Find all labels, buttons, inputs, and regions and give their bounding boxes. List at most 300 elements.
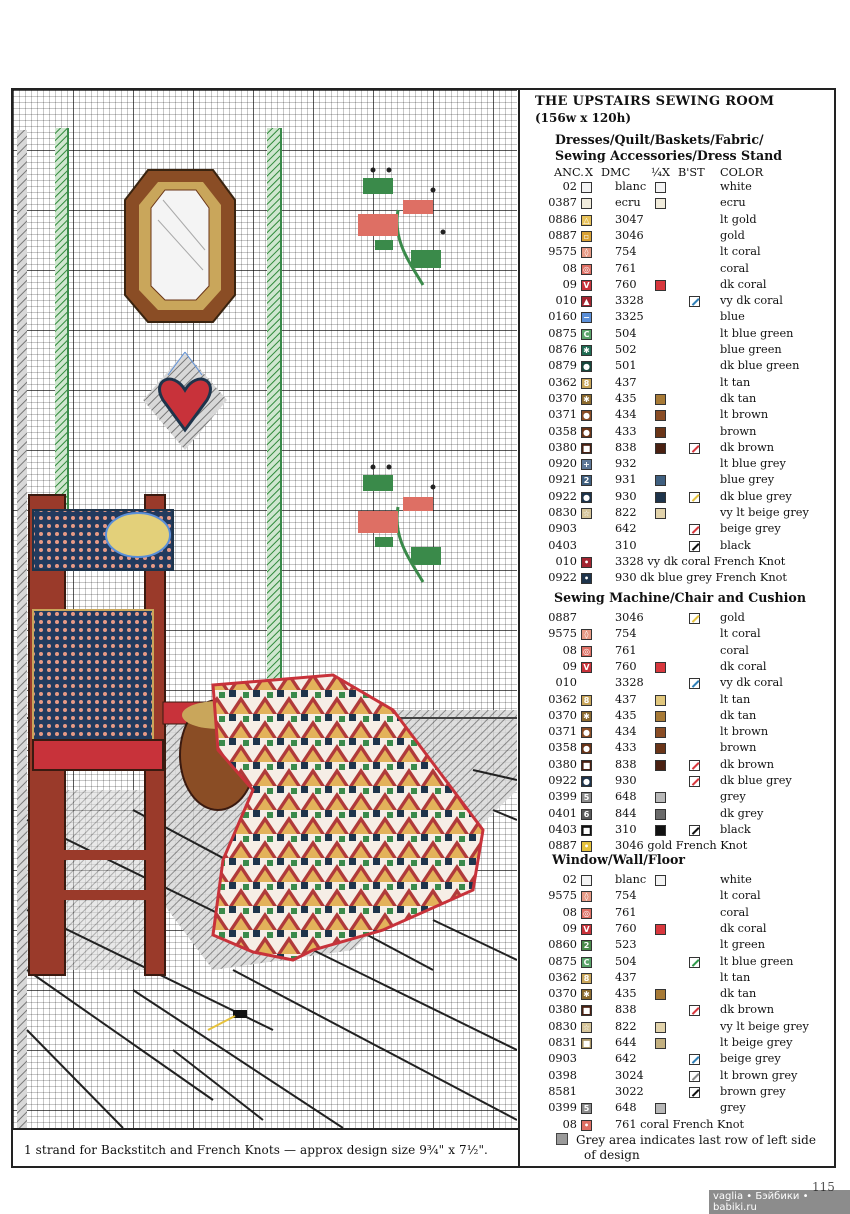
quarter-stitch-swatch	[655, 695, 666, 706]
quarter-stitch-swatch	[655, 443, 666, 454]
anchor-number: 08	[562, 1117, 577, 1131]
key-row	[524, 1036, 834, 1052]
backstitch-swatch	[689, 776, 700, 787]
color-name: vy lt beige grey	[720, 1019, 809, 1033]
dmc-number: 844	[615, 806, 637, 820]
quarter-stitch-swatch	[655, 198, 666, 209]
key-row	[524, 1003, 834, 1019]
anchor-number: 0370	[548, 708, 577, 722]
key-row	[524, 889, 834, 905]
stitch-symbol: •	[581, 557, 592, 568]
anchor-number: 0403	[548, 822, 577, 836]
dmc-number: 642	[615, 1052, 637, 1066]
key-row	[524, 180, 834, 196]
anchor-number: 010	[555, 554, 577, 568]
anchor-number: 0830	[548, 1019, 577, 1033]
key-row	[524, 676, 834, 692]
anchor-number: 0922	[548, 489, 577, 503]
key-row	[524, 245, 834, 261]
anchor-number: 0399	[548, 790, 577, 804]
stitch-symbol: 2	[581, 475, 592, 486]
color-name: black	[720, 822, 751, 836]
quarter-stitch-swatch	[655, 989, 666, 1000]
color-name: vy dk coral	[720, 294, 783, 308]
quarter-stitch-swatch	[655, 475, 666, 486]
stitch-symbol: ●	[581, 410, 592, 421]
color-name: lt coral	[720, 245, 761, 259]
anchor-number: 0921	[548, 473, 577, 487]
key-row	[524, 971, 834, 987]
dmc-number: 435	[615, 987, 637, 1001]
anchor-number: 0380	[548, 757, 577, 771]
stitch-symbol: ✱	[581, 989, 592, 1000]
stitch-symbol: ●	[581, 727, 592, 738]
dmc-number: 310	[615, 822, 637, 836]
key-row	[524, 790, 834, 806]
chart-artwork	[13, 90, 517, 1128]
key-row	[524, 1118, 834, 1134]
dmc-number: 761	[615, 261, 637, 275]
key-row	[524, 1052, 834, 1068]
key-row	[524, 741, 834, 757]
page-title: THE UPSTAIRS SEWING ROOM	[535, 94, 775, 109]
stitch-symbol: 6	[581, 809, 592, 820]
key-row	[524, 644, 834, 660]
quarter-stitch-swatch	[655, 1022, 666, 1033]
quarter-stitch-swatch	[655, 825, 666, 836]
dmc-number: 3328	[615, 294, 644, 308]
dmc-number: ecru	[615, 196, 641, 210]
anchor-number: 09	[562, 277, 577, 291]
color-name: lt blue green	[720, 326, 794, 340]
stitch-symbol: ●	[581, 361, 592, 372]
stitch-symbol: 5	[581, 792, 592, 803]
anchor-number: 09	[562, 921, 577, 935]
anchor-number: 0401	[548, 806, 577, 820]
key-row	[524, 906, 834, 922]
col-color: COLOR	[720, 166, 764, 179]
color-name: dk blue green	[720, 359, 800, 373]
dmc-number: 3046	[615, 611, 644, 624]
stitch-symbol: ●	[581, 427, 592, 438]
stitch-symbol: ▲	[581, 296, 592, 307]
stitch-symbol: 8	[581, 973, 592, 984]
color-name: blue	[720, 310, 745, 324]
stitch-symbol: •	[581, 1120, 592, 1131]
color-name: lt green	[720, 938, 766, 952]
stitch-symbol	[581, 198, 592, 209]
dmc-number: 501	[615, 359, 637, 373]
color-name: ecru	[720, 196, 746, 210]
color-name: lt tan	[720, 970, 751, 984]
dmc-number: 642	[615, 522, 637, 536]
dmc-number: 437	[615, 692, 637, 706]
color-name: blue grey	[720, 473, 775, 487]
stitch-symbol: ☆	[582, 509, 591, 518]
color-name: coral	[720, 643, 749, 657]
dmc-number: 437	[615, 970, 637, 984]
dmc-number: blanc	[615, 180, 647, 193]
color-name: dk blue grey	[720, 489, 792, 503]
stitch-symbol: V	[581, 280, 592, 291]
stitch-symbol: ◎	[581, 908, 592, 919]
dmc-number: blanc	[615, 873, 647, 886]
design-dimensions: (156w x 120h)	[535, 111, 632, 125]
stitch-symbol: ◎	[581, 264, 592, 275]
dmc-number: 504	[615, 326, 637, 340]
quarter-stitch-swatch	[655, 727, 666, 738]
anchor-number: 08	[562, 261, 577, 275]
color-name: brown grey	[720, 1084, 786, 1098]
dmc-number: 435	[615, 708, 637, 722]
anchor-number: 0875	[548, 954, 577, 968]
dmc-number: 3022	[615, 1084, 644, 1098]
quarter-stitch-swatch	[655, 760, 666, 771]
key-row	[524, 310, 834, 326]
anchor-number: 0920	[548, 457, 577, 471]
key-row	[524, 1101, 834, 1117]
dmc-number: 822	[615, 1019, 637, 1033]
key-row	[524, 627, 834, 643]
stitch-symbol: −	[581, 312, 592, 323]
color-name: lt tan	[720, 375, 751, 389]
key-row	[524, 922, 834, 938]
color-name: lt blue grey	[720, 457, 786, 471]
stitch-symbol: ✱	[581, 711, 592, 722]
key-row	[524, 823, 834, 839]
mirror	[125, 170, 235, 322]
dmc-number: 931	[615, 473, 637, 487]
key-row	[524, 278, 834, 294]
key-row	[524, 693, 834, 709]
color-name: dk brown	[720, 440, 775, 454]
backstitch-swatch	[689, 492, 700, 503]
key-row	[524, 490, 834, 506]
color-name: vy lt beige grey	[720, 506, 809, 519]
dmc-number: 3325	[615, 310, 644, 324]
color-name: lt coral	[720, 889, 761, 903]
anchor-number: 0879	[548, 359, 577, 373]
stitch-symbol	[581, 875, 592, 886]
stitch-symbol: ●	[581, 743, 592, 754]
dmc-number: 761	[615, 905, 637, 919]
key-row	[524, 441, 834, 457]
dmc-number: 433	[615, 424, 637, 438]
anchor-number: 02	[562, 180, 577, 193]
anchor-number: 08	[562, 643, 577, 657]
dmc-number: 3046	[615, 228, 644, 242]
stitch-symbol: △	[581, 215, 592, 226]
key-row	[524, 506, 834, 522]
anchor-number: 0371	[548, 408, 577, 422]
key-row	[524, 1069, 834, 1085]
color-name: white	[720, 180, 752, 193]
stitch-symbol: 5	[581, 1103, 592, 1114]
color-name: gold	[720, 611, 745, 624]
french-knot-label: 3046 gold French Knot	[615, 839, 748, 853]
anchor-number: 0922	[548, 571, 577, 585]
stitch-symbol: C	[581, 957, 592, 968]
key-row	[524, 196, 834, 212]
anchor-number: 0358	[548, 741, 577, 755]
anchor-number: 0160	[548, 310, 577, 324]
stitch-symbol: ◊	[581, 891, 592, 902]
color-name: lt brown	[720, 408, 769, 422]
color-name: dk brown	[720, 757, 775, 771]
dmc-number: 932	[615, 457, 637, 471]
key-row	[524, 938, 834, 954]
backstitch-swatch	[689, 825, 700, 836]
dmc-number: 930	[615, 489, 637, 503]
grey-swatch	[556, 1133, 568, 1145]
stitch-symbol: ▫	[581, 231, 592, 242]
col-quarter: ¼X	[651, 166, 670, 179]
anchor-number: 0903	[548, 522, 577, 536]
credit-watermark: vaglia • Бэйбики • babiki.ru	[709, 1190, 850, 1214]
dmc-number: 433	[615, 741, 637, 755]
anchor-number: 0903	[548, 1052, 577, 1066]
color-name: dk tan	[720, 391, 757, 405]
backstitch-swatch	[689, 678, 700, 689]
stitch-symbol: V	[581, 924, 592, 935]
stitch-symbol: 8	[581, 378, 592, 389]
key-row	[524, 571, 834, 587]
stitch-symbol: ☆	[582, 1022, 591, 1032]
stitch-symbol: ✱	[581, 345, 592, 356]
key-row	[524, 807, 834, 823]
anchor-number: 0362	[548, 375, 577, 389]
anchor-number: 0380	[548, 440, 577, 454]
anchor-number: 010	[555, 676, 577, 690]
stitch-symbol: ●	[581, 776, 592, 787]
dmc-number: 523	[615, 938, 637, 952]
column-divider	[518, 90, 520, 1166]
anchor-number: 0887	[548, 228, 577, 242]
stitch-symbol: C	[581, 329, 592, 340]
dmc-number: 838	[615, 757, 637, 771]
section-subheading: Sewing Accessories/Dress Stand	[555, 148, 783, 163]
key-row	[524, 457, 834, 473]
key-row	[524, 343, 834, 359]
anchor-number: 09	[562, 659, 577, 673]
quarter-stitch-swatch	[655, 410, 666, 421]
quarter-stitch-swatch	[655, 792, 666, 803]
key-row	[524, 262, 834, 278]
color-name: lt brown	[720, 725, 769, 739]
quarter-stitch-swatch	[655, 743, 666, 754]
dmc-number: 434	[615, 408, 637, 422]
key-row	[524, 758, 834, 774]
section-heading: Sewing Machine/Chair and Cushion	[554, 590, 806, 605]
color-name: lt coral	[720, 627, 761, 641]
dmc-number: 504	[615, 954, 637, 968]
key-row	[524, 229, 834, 245]
stitch-symbol: 8	[581, 695, 592, 706]
stitch-symbol: +	[581, 459, 592, 470]
backstitch-swatch	[689, 957, 700, 968]
key-row	[524, 955, 834, 971]
anchor-number: 8581	[548, 1084, 577, 1098]
key-row	[524, 522, 834, 538]
stitch-symbol: ✱	[581, 394, 592, 405]
key-row	[524, 1085, 834, 1101]
anchor-number: 0370	[548, 391, 577, 405]
dmc-number: 754	[615, 627, 637, 641]
color-name: dk coral	[720, 659, 767, 673]
color-name: lt tan	[720, 692, 751, 706]
anchor-number: 0887	[548, 611, 577, 624]
french-knot-label: 3328 vy dk coral French Knot	[615, 554, 786, 568]
backstitch-swatch	[689, 1087, 700, 1098]
color-name: dk brown	[720, 1003, 775, 1017]
dmc-number: 648	[615, 790, 637, 804]
dmc-number: 754	[615, 889, 637, 903]
stitch-symbol: ■	[582, 1039, 591, 1048]
anchor-number: 0371	[548, 725, 577, 739]
color-name: brown	[720, 741, 757, 755]
color-name: dk coral	[720, 277, 767, 291]
french-knot-label: 761 coral French Knot	[615, 1117, 745, 1131]
anchor-number: 0875	[548, 326, 577, 340]
grey-area-note: Grey area indicates last row of left side of design	[556, 1133, 816, 1163]
color-name: lt blue green	[720, 954, 794, 968]
backstitch-swatch	[689, 524, 700, 535]
stitch-symbol: ■	[582, 1006, 591, 1016]
key-row	[524, 725, 834, 741]
color-name: dk coral	[720, 921, 767, 935]
stitch-symbol: ■	[582, 825, 591, 835]
dmc-number: 434	[615, 725, 637, 739]
quarter-stitch-swatch	[655, 1038, 666, 1049]
page-number: 115	[812, 1180, 835, 1194]
anchor-number: 0380	[548, 1003, 577, 1017]
dmc-number: 754	[615, 245, 637, 259]
backstitch-swatch	[689, 1005, 700, 1016]
anchor-number: 0362	[548, 692, 577, 706]
color-name: coral	[720, 905, 749, 919]
color-name: gold	[720, 228, 745, 242]
section-heading: Window/Wall/Floor	[552, 852, 686, 867]
color-name: lt gold	[720, 212, 757, 226]
color-name: dk tan	[720, 987, 757, 1001]
quarter-stitch-swatch	[655, 508, 666, 519]
backstitch-swatch	[689, 541, 700, 552]
dmc-number: 3328	[615, 676, 644, 690]
color-name: vy dk coral	[720, 676, 783, 690]
key-row	[524, 1020, 834, 1036]
footer-divider	[13, 1128, 519, 1130]
color-name: dk blue grey	[720, 774, 792, 787]
dmc-number: 760	[615, 921, 637, 935]
anchor-number: 0387	[548, 196, 577, 210]
stitch-symbol: 2	[581, 940, 592, 951]
anchor-number: 0922	[548, 774, 577, 787]
key-row	[524, 359, 834, 375]
stitch-symbol: ●	[581, 492, 592, 503]
col-dmc: DMC	[601, 166, 631, 179]
key-row	[524, 555, 834, 571]
col-anc: ANC.	[554, 166, 584, 179]
quarter-stitch-swatch	[655, 1103, 666, 1114]
dmc-number: 930	[615, 774, 637, 787]
key-row	[524, 327, 834, 343]
key-row	[524, 294, 834, 310]
dmc-number: 761	[615, 643, 637, 657]
anchor-number: 0860	[548, 938, 577, 952]
quarter-stitch-swatch	[655, 924, 666, 935]
anchor-number: 9575	[548, 889, 577, 903]
dmc-number: 838	[615, 440, 637, 454]
anchor-number: 0886	[548, 212, 577, 226]
color-name: blue green	[720, 343, 782, 356]
key-row	[524, 392, 834, 408]
quarter-stitch-swatch	[655, 182, 666, 193]
cross-stitch-chart	[13, 90, 517, 1128]
quarter-stitch-swatch	[655, 711, 666, 722]
stitch-symbol: ◊	[581, 629, 592, 640]
anchor-number: 0370	[548, 987, 577, 1001]
color-name: brown	[720, 424, 757, 438]
key-row	[524, 611, 834, 627]
stitch-symbol: ■	[582, 760, 591, 770]
dmc-number: 502	[615, 343, 637, 356]
quarter-stitch-swatch	[655, 394, 666, 405]
quarter-stitch-swatch	[655, 662, 666, 673]
color-name: beige grey	[720, 1052, 781, 1066]
key-row	[524, 660, 834, 676]
stitch-symbol: V	[581, 662, 592, 673]
dmc-number: 838	[615, 1003, 637, 1017]
stitch-symbol: ■	[582, 443, 591, 453]
key-row	[524, 539, 834, 555]
anchor-number: 0830	[548, 506, 577, 519]
key-row	[524, 213, 834, 229]
quarter-stitch-swatch	[655, 280, 666, 291]
french-knot-label: 930 dk blue grey French Knot	[615, 571, 787, 585]
color-name: lt brown grey	[720, 1068, 798, 1082]
dmc-number: 822	[615, 506, 637, 519]
color-name: lt beige grey	[720, 1036, 793, 1049]
key-row	[524, 425, 834, 441]
color-name: coral	[720, 261, 749, 275]
color-name: grey	[720, 1101, 746, 1115]
anchor-number: 0398	[548, 1068, 577, 1082]
key-row	[524, 408, 834, 424]
stitch-symbol: ◊	[581, 247, 592, 258]
anchor-number: 0831	[548, 1036, 577, 1049]
quarter-stitch-swatch	[655, 492, 666, 503]
dmc-number: 310	[615, 538, 637, 552]
key-row	[524, 473, 834, 489]
color-name: white	[720, 873, 752, 886]
dmc-number: 648	[615, 1101, 637, 1115]
anchor-number: 08	[562, 905, 577, 919]
backstitch-swatch	[689, 296, 700, 307]
backstitch-swatch	[689, 760, 700, 771]
key-row	[524, 376, 834, 392]
dmc-number: 3024	[615, 1068, 644, 1082]
dmc-number: 760	[615, 277, 637, 291]
backstitch-swatch	[689, 1071, 700, 1082]
key-row	[524, 873, 834, 889]
stitch-symbol	[581, 182, 592, 193]
backstitch-swatch	[689, 443, 700, 454]
color-name: beige grey	[720, 522, 781, 536]
backstitch-swatch	[689, 613, 700, 624]
key-row	[524, 709, 834, 725]
stitch-symbol: •	[581, 841, 592, 852]
dmc-number: 644	[615, 1036, 637, 1049]
